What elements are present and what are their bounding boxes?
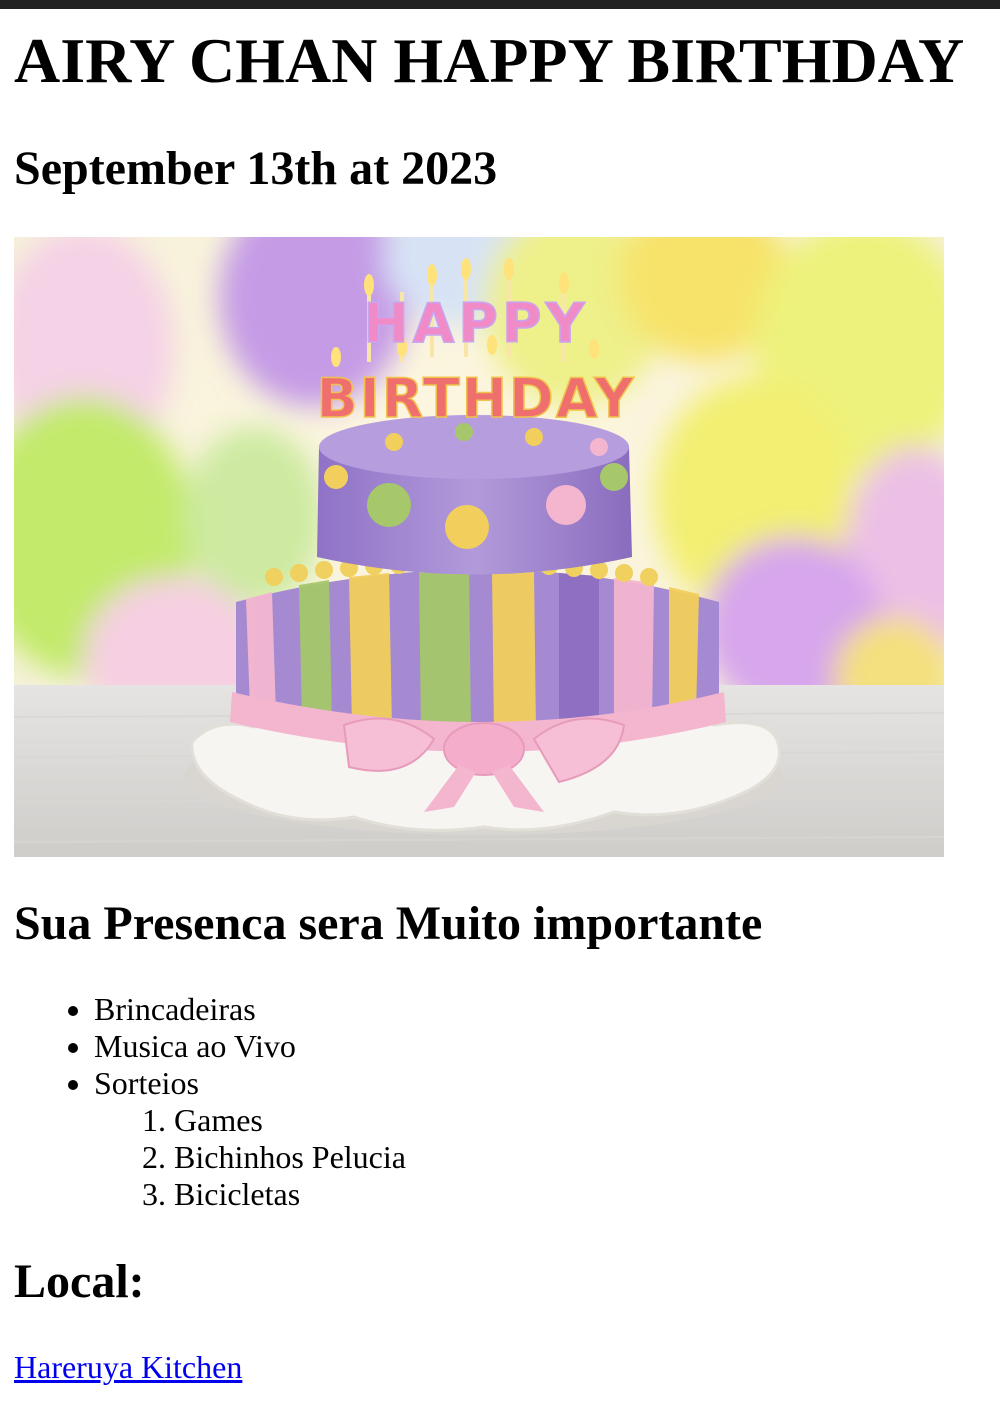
event-date: September 13th at 2023 [14,142,498,195]
list-item: • Musica ao Vivo [94,1028,406,1065]
birthday-cake-image [14,237,944,857]
candle-letters-happy: HAPPY [363,292,589,355]
cake-top-tier [317,415,632,575]
location-heading: Local: [14,1255,145,1308]
browser-top-bar [0,0,1000,9]
page-title: AIRY CHAN HAPPY BIRTHDAY [14,25,965,96]
venue-link[interactable]: Hareruya Kitchen [14,1349,243,1385]
section-subtitle: Sua Presenca sera Muito importante [14,897,763,950]
list-item-sorteios [94,1065,406,1213]
list-item: • Brincadeiras [94,991,406,1028]
list-item-label: Sorteios [94,1065,199,1101]
candle-letters-birthday: BIRTHDAY [316,367,636,430]
list-item: 3. Bicicletas [174,1176,406,1213]
features-list [14,991,406,1213]
list-item: 2. Bichinhos Pelucia [174,1139,406,1176]
prizes-list [94,1102,406,1213]
list-item: 1. Games [174,1102,406,1139]
